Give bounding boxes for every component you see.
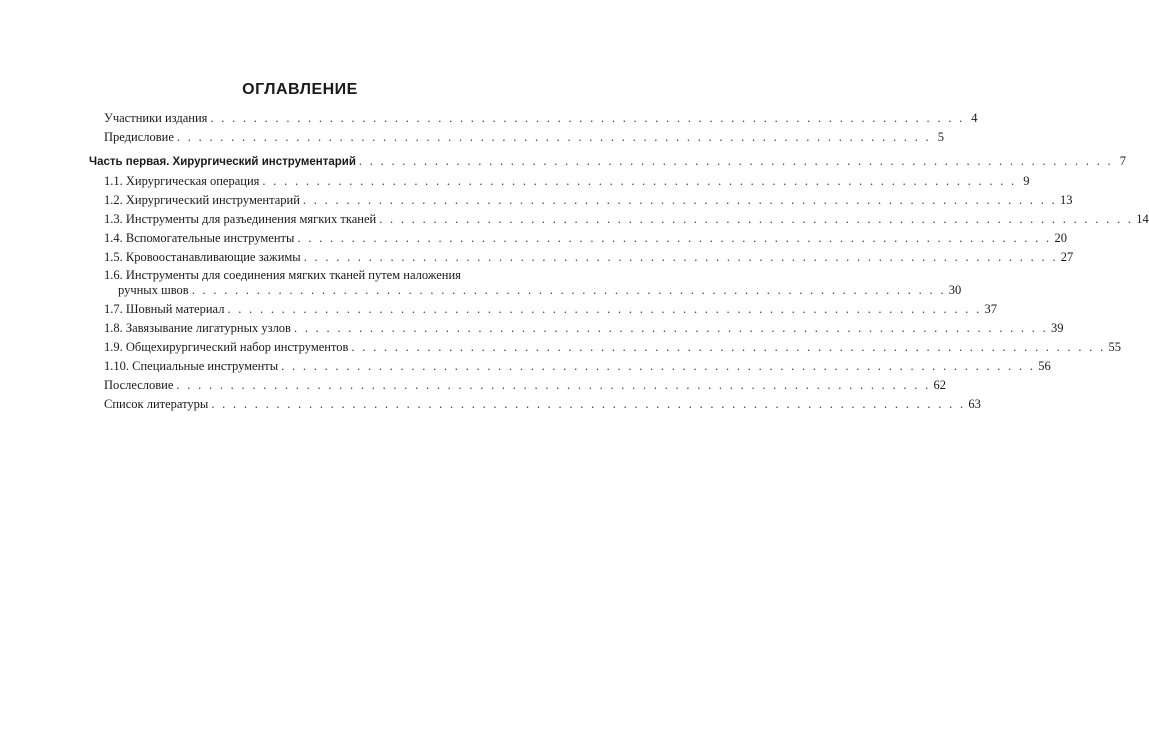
toc-entry-chapter[interactable] <box>104 321 1064 335</box>
toc-entry-title-line1[interactable]: 1.6. Инструменты для соединения мягких тканей путем наложения <box>104 268 461 282</box>
toc-page-number: 63 <box>968 397 981 411</box>
dot-leader: . . . . . . . . . . . . . . . . . . . . . . . . . . . . . . . . . . . . . . . . . . . . . . . . . . . . . . . . . . . . . . . . . . . . . . <box>302 193 1057 207</box>
toc-entry-title: 1.9. Общехирургический набор инструментов <box>104 340 349 354</box>
toc-entry-title: 1.3. Инструменты для разъединения мягких тканей <box>104 212 377 226</box>
toc-entry-title-line2: ручных швов <box>118 283 189 297</box>
toc-entry-chapter[interactable] <box>104 302 998 316</box>
toc-entry-chapter[interactable] <box>104 359 1051 373</box>
toc-entry-references[interactable] <box>104 397 981 411</box>
dot-leader: . . . . . . . . . . . . . . . . . . . . . . . . . . . . . . . . . . . . . . . . . . . . . . . . . . . . . . . . . . . . . . . . . . . . . . <box>297 231 1052 245</box>
toc-page-number: 27 <box>1060 250 1074 264</box>
toc-entry-chapter[interactable] <box>104 250 1074 264</box>
dot-leader: . . . . . . . . . . . . . . . . . . . . . . . . . . . . . . . . . . . . . . . . . . . . . . . . . . . . . . . . . . . . . . . . . . . . . . <box>379 212 1134 226</box>
toc-entry-part-one[interactable] <box>89 154 1126 169</box>
toc-page-number: 39 <box>1051 321 1064 335</box>
toc-entry-title: Список литературы <box>104 397 209 411</box>
dot-leader: . . . . . . . . . . . . . . . . . . . . . . . . . . . . . . . . . . . . . . . . . . . . . . . . . . . . . . . . . . . . . . . . . . . . . . <box>211 397 966 411</box>
dot-leader: . . . . . . . . . . . . . . . . . . . . . . . . . . . . . . . . . . . . . . . . . . . . . . . . . . . . . . . . . . . . . . . . . . . . . . <box>262 174 1017 188</box>
toc-page-number: 30 <box>948 283 962 297</box>
toc-part-title: Часть первая. Хирургический инструментарий <box>89 156 356 168</box>
toc-page-number: 9 <box>1023 174 1030 188</box>
toc-entry-chapter[interactable] <box>104 212 1149 226</box>
toc-page-number: 14 <box>1136 212 1149 226</box>
toc-entry-preface[interactable] <box>104 130 944 144</box>
dot-leader: . . . . . . . . . . . . . . . . . . . . . . . . . . . . . . . . . . . . . . . . . . . . . . . . . . . . . . . . . . . . . . . . . . . . . . <box>351 340 1106 354</box>
dot-leader: . . . . . . . . . . . . . . . . . . . . . . . . . . . . . . . . . . . . . . . . . . . . . . . . . . . . . . . . . . . . . . . . . . . . . . <box>176 378 931 392</box>
toc-entry-title: 1.8. Завязывание лигатурных узлов <box>104 321 291 335</box>
toc-page-number: 4 <box>971 111 978 125</box>
toc-entry-chapter[interactable] <box>118 283 962 297</box>
dot-leader: . . . . . . . . . . . . . . . . . . . . . . . . . . . . . . . . . . . . . . . . . . . . . . . . . . . . . . . . . . . . . . . . . . . . . . <box>303 250 1058 264</box>
toc-page-number: 20 <box>1054 231 1067 245</box>
page-title: ОГЛАВЛЕНИЕ <box>242 81 358 98</box>
dot-leader: . . . . . . . . . . . . . . . . . . . . . . . . . . . . . . . . . . . . . . . . . . . . . . . . . . . . . . . . . . . . . . . . . . . . . . <box>176 130 931 144</box>
toc-entry-title: 1.2. Хирургический инструментарий <box>104 193 300 207</box>
toc-entry-chapter[interactable] <box>104 193 1073 207</box>
toc-entry-title: 1.4. Вспомогательные инструменты <box>104 231 295 245</box>
toc-entry-chapter[interactable] <box>104 174 1030 188</box>
toc-entry-title: 1.7. Шовный материал <box>104 302 225 316</box>
toc-entry-title: Участники издания <box>104 111 208 125</box>
dot-leader: . . . . . . . . . . . . . . . . . . . . . . . . . . . . . . . . . . . . . . . . . . . . . . . . . . . . . . . . . . . . . . . . . . . . . . <box>227 302 982 316</box>
toc-entry-chapter[interactable] <box>104 231 1067 245</box>
toc-page-number: 13 <box>1060 193 1073 207</box>
toc-page-number: 5 <box>937 130 944 144</box>
toc-entry-title: 1.5. Кровоостанавливающие зажимы <box>104 250 301 264</box>
dot-leader: . . . . . . . . . . . . . . . . . . . . . . . . . . . . . . . . . . . . . . . . . . . . . . . . . . . . . . . . . . . . . . . . . . . . . . <box>281 359 1036 373</box>
dot-leader: . . . . . . . . . . . . . . . . . . . . . . . . . . . . . . . . . . . . . . . . . . . . . . . . . . . . . . . . . . . . . . . . . . . . . . <box>358 154 1113 168</box>
toc-entry-contributors[interactable] <box>104 111 978 125</box>
toc-page-number: 7 <box>1119 154 1126 168</box>
toc-entry-title: Послесловие <box>104 378 174 392</box>
toc-entry-title: 1.1. Хирургическая операция <box>104 174 260 188</box>
dot-leader: . . . . . . . . . . . . . . . . . . . . . . . . . . . . . . . . . . . . . . . . . . . . . . . . . . . . . . . . . . . . . . . . . . . . . . <box>210 111 965 125</box>
toc-page-number: 56 <box>1038 359 1051 373</box>
toc-entry-title: Предисловие <box>104 130 174 144</box>
toc-page-number: 62 <box>933 378 946 392</box>
toc-page-number: 55 <box>1108 340 1121 354</box>
dot-leader: . . . . . . . . . . . . . . . . . . . . . . . . . . . . . . . . . . . . . . . . . . . . . . . . . . . . . . . . . . . . . . . . . . . . . . <box>293 321 1049 335</box>
dot-leader: . . . . . . . . . . . . . . . . . . . . . . . . . . . . . . . . . . . . . . . . . . . . . . . . . . . . . . . . . . . . . . . . . . . . . . <box>191 283 946 297</box>
toc-entry-afterword[interactable] <box>104 378 946 392</box>
toc-entry-chapter[interactable] <box>104 340 1121 354</box>
toc-page-number: 37 <box>984 302 998 316</box>
toc-entry-title: 1.10. Специальные инструменты <box>104 359 279 373</box>
